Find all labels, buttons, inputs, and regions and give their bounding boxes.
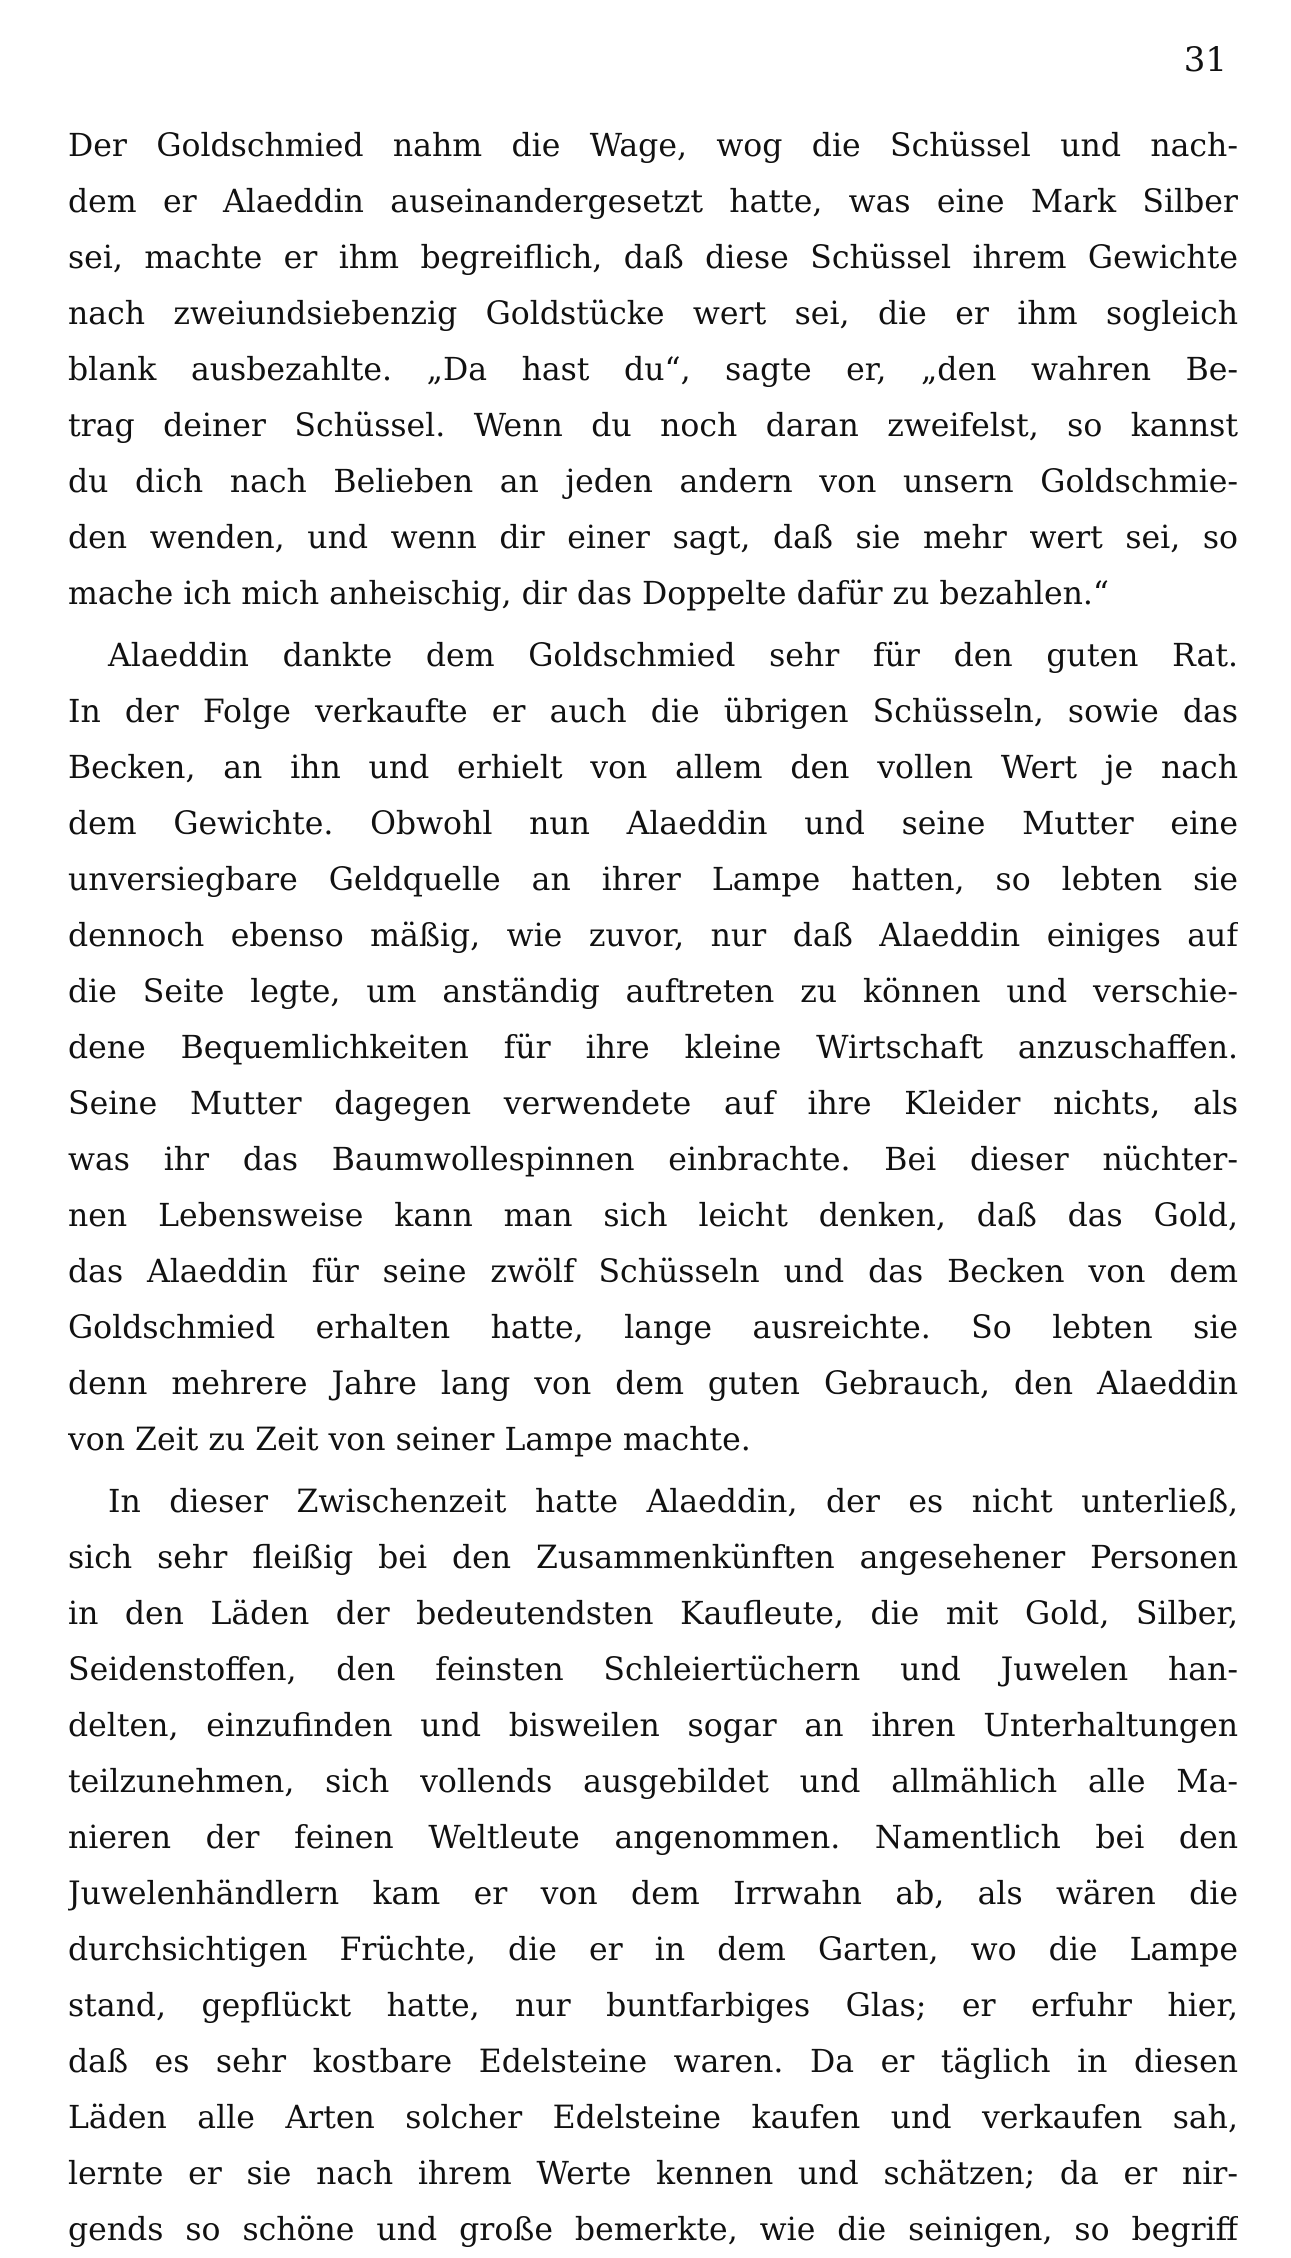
text-line: denn mehrere Jahre lang von dem guten Gebrauch, den Alaeddin [68, 1366, 1238, 1402]
text-line: Becken, an ihn und erhielt von allem den vollen Wert je nach [68, 750, 1238, 786]
text-line: den wenden, und wenn dir einer sagt, daß sie mehr wert sei, so [68, 520, 1238, 556]
text-line: durchsichtigen Früchte, die er in dem Garten, wo die Lampe [68, 1932, 1238, 1968]
text-line: nen Lebensweise kann man sich leicht denken, daß das Gold, [68, 1198, 1238, 1234]
text-line: Alaeddin dankte dem Goldschmied sehr für den guten Rat. [108, 638, 1238, 674]
paragraph [68, 628, 1238, 1468]
text-line: daß es sehr kostbare Edelsteine waren. Da er täglich in diesen [68, 2044, 1238, 2080]
text-line: stand, gepflückt hatte, nur buntfarbiges Glas; er erfuhr hier, [68, 1988, 1238, 2024]
text-line: was ihr das Baumwollespinnen einbrachte. Bei dieser nüchter- [68, 1142, 1238, 1178]
text-line: von Zeit zu Zeit von seiner Lampe machte. [68, 1422, 751, 1458]
text-line: mache ich mich anheischig, dir das Doppelte dafür zu bezahlen.“ [68, 576, 1110, 612]
text-line: lernte er sie nach ihrem Werte kennen und schätzen; da er nir- [68, 2156, 1238, 2192]
text-line: Läden alle Arten solcher Edelsteine kaufen und verkaufen sah, [68, 2100, 1238, 2136]
paragraph [68, 1474, 1238, 2258]
text-line: unversiegbare Geldquelle an ihrer Lampe hatten, so lebten sie [68, 862, 1238, 898]
text-line: nach zweiundsiebenzig Goldstücke wert sei, die er ihm sogleich [68, 296, 1238, 332]
text-line: trag deiner Schüssel. Wenn du noch daran zweifelst, so kannst [68, 408, 1238, 444]
text-line: Juwelenhändlern kam er von dem Irrwahn ab, als wären die [68, 1876, 1238, 1912]
text-line: dem er Alaeddin auseinandergesetzt hatte, was eine Mark Silber [68, 184, 1238, 220]
text-line: In der Folge verkaufte er auch die übrigen Schüsseln, sowie das [68, 694, 1238, 730]
text-line: Seidenstoffen, den feinsten Schleiertüchern und Juwelen han- [68, 1652, 1238, 1688]
text-line: sich sehr fleißig bei den Zusammenkünften angesehener Personen [68, 1540, 1238, 1576]
text-line: dene Bequemlichkeiten für ihre kleine Wirtschaft anzuschaffen. [68, 1030, 1238, 1066]
text-line: teilzunehmen, sich vollends ausgebildet und allmählich alle Ma- [68, 1764, 1238, 1800]
text-line: sei, machte er ihm begreiflich, daß diese Schüssel ihrem Gewichte [68, 240, 1238, 276]
text-line: in den Läden der bedeutendsten Kaufleute, die mit Gold, Silber, [68, 1596, 1238, 1632]
text-line: gends so schöne und große bemerkte, wie die seinigen, so begriff [68, 2212, 1238, 2248]
text-line: Der Goldschmied nahm die Wage, wog die Schüssel und nach- [68, 128, 1238, 164]
text-line: das Alaeddin für seine zwölf Schüsseln und das Becken von dem [68, 1254, 1238, 1290]
body-text [68, 118, 1238, 2258]
text-line: die Seite legte, um anständig auftreten zu können und verschie- [68, 974, 1238, 1010]
page-number: 31 [1183, 40, 1227, 80]
text-line: delten, einzufinden und bisweilen sogar an ihren Unterhaltungen [68, 1708, 1238, 1744]
text-line: In dieser Zwischenzeit hatte Alaeddin, der es nicht unterließ, [108, 1484, 1238, 1520]
text-line: blank ausbezahlte. „Da hast du“, sagte er, „den wahren Be- [68, 352, 1238, 388]
text-line: dem Gewichte. Obwohl nun Alaeddin und seine Mutter eine [68, 806, 1238, 842]
text-line: nieren der feinen Weltleute angenommen. Namentlich bei den [68, 1820, 1238, 1856]
text-line: dennoch ebenso mäßig, wie zuvor, nur daß Alaeddin einiges auf [68, 918, 1238, 954]
text-line: Seine Mutter dagegen verwendete auf ihre Kleider nichts, als [68, 1086, 1238, 1122]
text-line: Goldschmied erhalten hatte, lange ausreichte. So lebten sie [68, 1310, 1238, 1346]
paragraph [68, 118, 1238, 622]
text-line: du dich nach Belieben an jeden andern von unsern Goldschmie- [68, 464, 1238, 500]
